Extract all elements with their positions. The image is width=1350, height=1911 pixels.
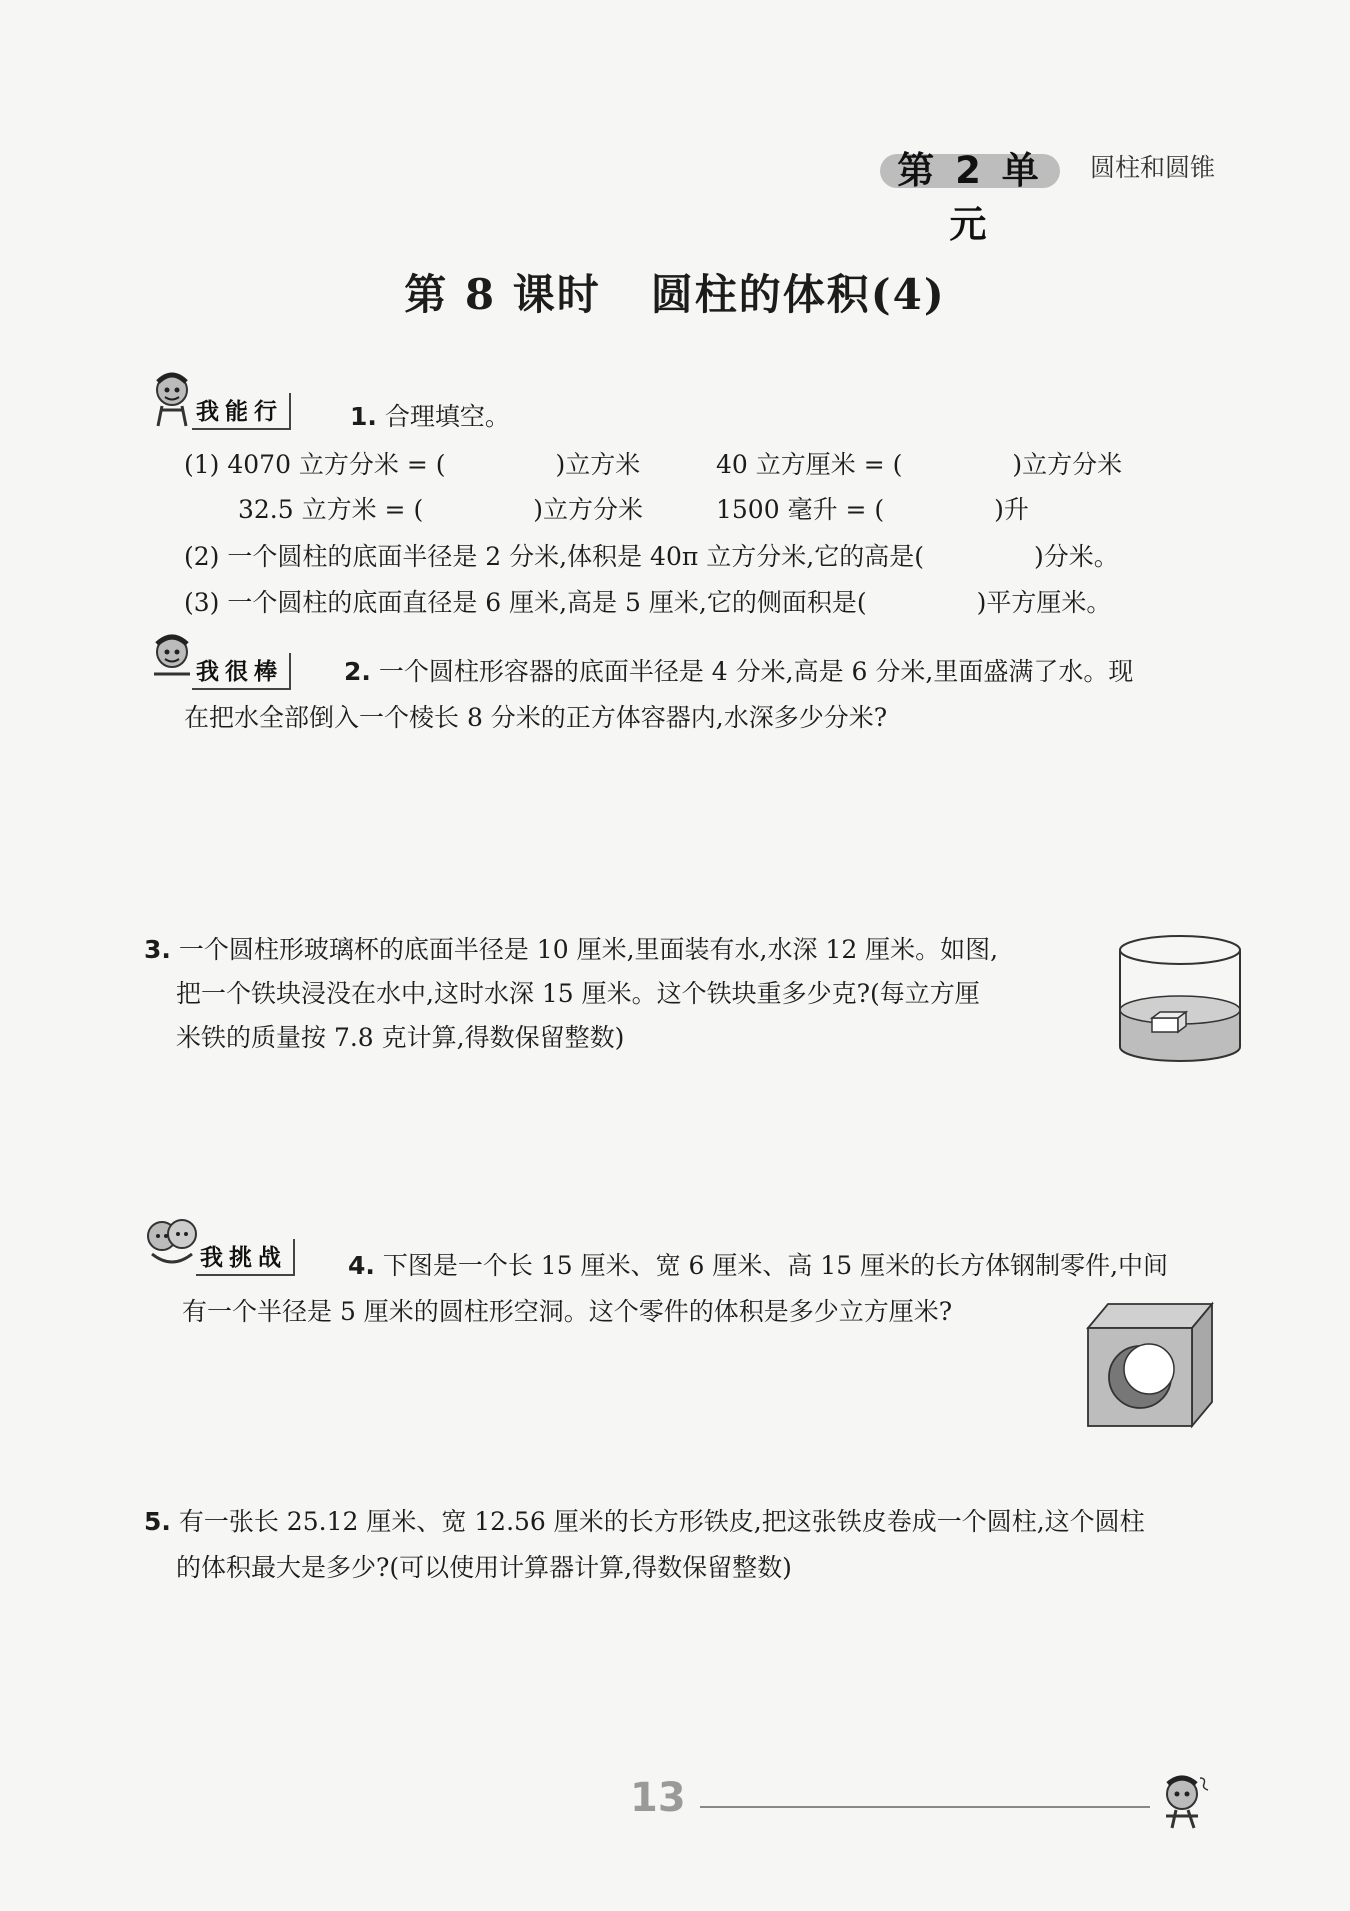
q1-item-2b: 1500 毫升 = ( )升 bbox=[716, 495, 1029, 524]
question-4-line2: 有一个半径是 5 厘米的圆柱形空洞。这个零件的体积是多少立方厘米? bbox=[182, 1297, 953, 1326]
lesson-name: 圆柱的体积(4) bbox=[650, 270, 946, 319]
q1-item-1b: 40 立方厘米 = ( )立方分米 bbox=[716, 450, 1123, 479]
question-2: 2. 一个圆柱形容器的底面半径是 4 分米,高是 6 分米,里面盛满了水。现 bbox=[344, 657, 1134, 686]
question-5: 5. 有一张长 25.12 厘米、宽 12.56 厘米的长方形铁皮,把这张铁皮卷成一个圆柱,这个圆柱 bbox=[144, 1507, 1145, 1536]
lesson-number: 第 8 课时 bbox=[404, 270, 601, 319]
mascot-pair-icon bbox=[142, 1212, 204, 1276]
question-3-line3: 米铁的质量按 7.8 克计算,得数保留整数) bbox=[176, 1023, 625, 1052]
unit-header bbox=[880, 140, 1240, 246]
q1-item-3: (2) 一个圆柱的底面半径是 2 分米,体积是 40π 立方分米,它的高是( )分米。 bbox=[184, 542, 1119, 571]
question-2-cont: 在把水全部倒入一个棱长 8 分米的正方体容器内,水深多少分米? bbox=[184, 703, 888, 732]
page-number: 13 bbox=[630, 1775, 686, 1821]
badge-level1 bbox=[148, 370, 291, 430]
footer-rule bbox=[700, 1806, 1150, 1808]
steel-part-figure bbox=[1084, 1298, 1218, 1430]
question-number: 2. bbox=[344, 657, 371, 686]
badge-level2 bbox=[148, 630, 291, 690]
question-text: 合理填空。 bbox=[384, 402, 510, 431]
q1-item-2a: 32.5 立方米 = ( )立方分米 bbox=[238, 495, 643, 524]
lesson-title bbox=[0, 262, 1350, 322]
badge-level3 bbox=[142, 1212, 295, 1276]
question-number: 3. bbox=[144, 935, 171, 964]
q1-item-4: (3) 一个圆柱的底面直径是 6 厘米,高是 5 厘米,它的侧面积是( )平方厘米。 bbox=[184, 588, 1112, 617]
q1-item-1a: (1) 4070 立方分米 = ( )立方米 bbox=[184, 450, 641, 479]
badge-label: 我很棒 bbox=[192, 653, 291, 690]
question-3-line2: 把一个铁块浸没在水中,这时水深 15 厘米。这个铁块重多少克?(每立方厘 bbox=[176, 979, 980, 1008]
mascot-boy-icon bbox=[1150, 1770, 1220, 1840]
question-1-heading bbox=[350, 395, 510, 439]
question-3: 3. 一个圆柱形玻璃杯的底面半径是 10 厘米,里面装有水,水深 12 厘米。如图, bbox=[144, 935, 999, 964]
unit-topic: 圆柱和圆锥 bbox=[1090, 153, 1216, 182]
question-5-line2: 的体积最大是多少?(可以使用计算器计算,得数保留整数) bbox=[176, 1553, 792, 1582]
badge-label: 我挑战 bbox=[196, 1239, 295, 1276]
badge-label: 我能行 bbox=[192, 393, 291, 430]
glass-cylinder-figure bbox=[1112, 930, 1248, 1065]
iron-block-icon bbox=[1152, 1012, 1186, 1032]
question-number: 4. bbox=[348, 1251, 375, 1280]
question-4: 4. 下图是一个长 15 厘米、宽 6 厘米、高 15 厘米的长方体钢制零件,中间 bbox=[348, 1251, 1169, 1280]
question-number: 1. bbox=[350, 402, 377, 431]
question-number: 5. bbox=[144, 1507, 171, 1536]
unit-title: 第 2 单元 bbox=[897, 149, 1043, 246]
